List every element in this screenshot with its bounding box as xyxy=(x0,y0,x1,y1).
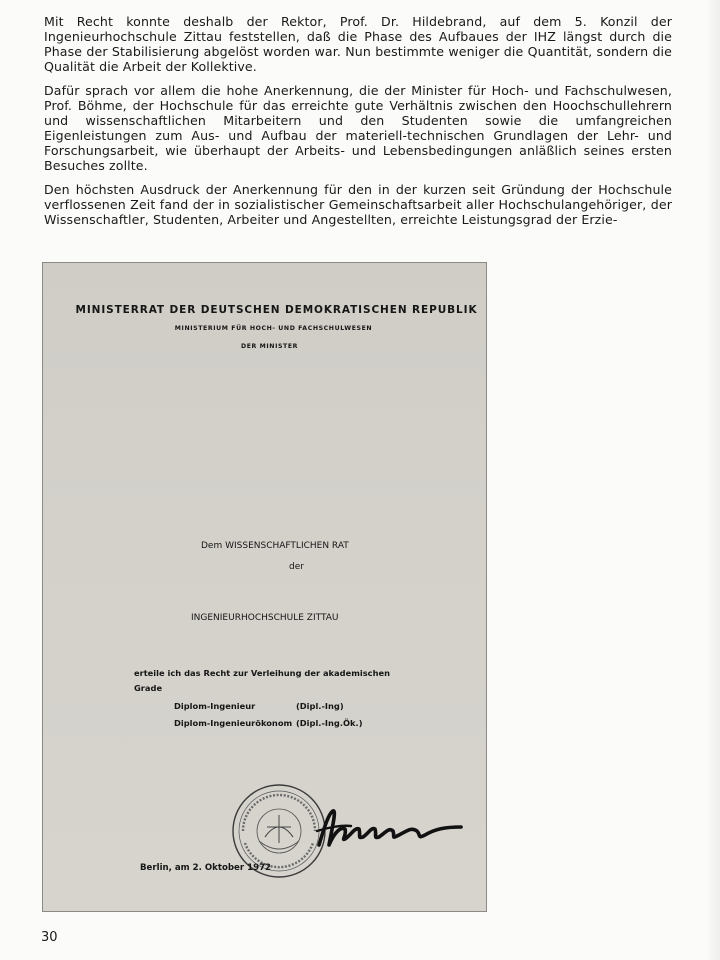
degree-2-name: Diplom-Ingenieurökonom xyxy=(174,718,293,728)
document-photo xyxy=(42,262,487,912)
header-council: MINISTERRAT DER DEUTSCHEN DEMOKRATISCHEN REPUBLIK xyxy=(75,304,478,316)
paragraph-3: Den höchsten Ausdruck der Anerkennung für den in der kurzen seit Gründung der Hochschule verflossenen Zeit fand der in sozialistischer Gemeinschaftsarbeit aller Hochschulangehöriger, der Wissenschaftler, Studenten, Arbeiter und Angestellten, erreichte Leistungsgrad der Erzie- xyxy=(44,182,672,227)
address-line-2: der xyxy=(289,562,304,572)
address-line-3: INGENIEURHOCHSCHULE ZITTAU xyxy=(191,613,339,623)
header-minister: DER MINISTER xyxy=(240,343,299,350)
degree-2-abbr: (Dipl.-Ing.Ök.) xyxy=(296,718,363,728)
grant-line-2: Grade xyxy=(134,683,163,693)
minister-signature xyxy=(311,805,471,853)
paragraph-2: Dafür sprach vor allem die hohe Anerkennung, die der Minister für Hoch- und Fachschulwesen, Prof. Böhme, der Hochschule für das erreichte gute Verhältnis zwischen den Hoochschullehrern und wissenschaftlichen Mitarbeitern und den Studenten sowie die umfangreichen Eigenleistungen zum Aus- und Aufbau der materiell-technischen Grundlagen der Lehr- und Forschungsarbeit, wie überhaupt der Arbeits- und Lebensbedingungen anläßlich seines ersten Besuches zollte. xyxy=(44,83,672,173)
body-text xyxy=(44,14,672,236)
ministry-document xyxy=(43,263,486,911)
paragraph-1: Mit Recht konnte deshalb der Rektor, Prof. Dr. Hildebrand, auf dem 5. Konzil der Ingenieurhochschule Zittau feststellen, daß die Phase des Aufbaues der IHZ längst durch die Phase der Stabilisierung abgelöst worden war. Nun bestimmte weniger die Quantität, sondern die Qualität die Arbeit der Kollektive. xyxy=(44,14,672,74)
page-edge-shadow xyxy=(706,0,720,960)
header-ministry: MINISTERIUM FÜR HOCH- UND FACHSCHULWESEN xyxy=(174,325,373,332)
grant-line-1: erteile ich das Recht zur Verleihung der akademischen xyxy=(134,668,391,678)
degree-1-abbr: (Dipl.-Ing) xyxy=(296,701,344,711)
page-number: 30 xyxy=(41,930,58,945)
place-date: Berlin, am 2. Oktober 1972 xyxy=(140,863,272,873)
degree-1-name: Diplom-Ingenieur xyxy=(174,701,256,711)
address-line-1: Dem WISSENSCHAFTLICHEN RAT xyxy=(201,541,349,551)
